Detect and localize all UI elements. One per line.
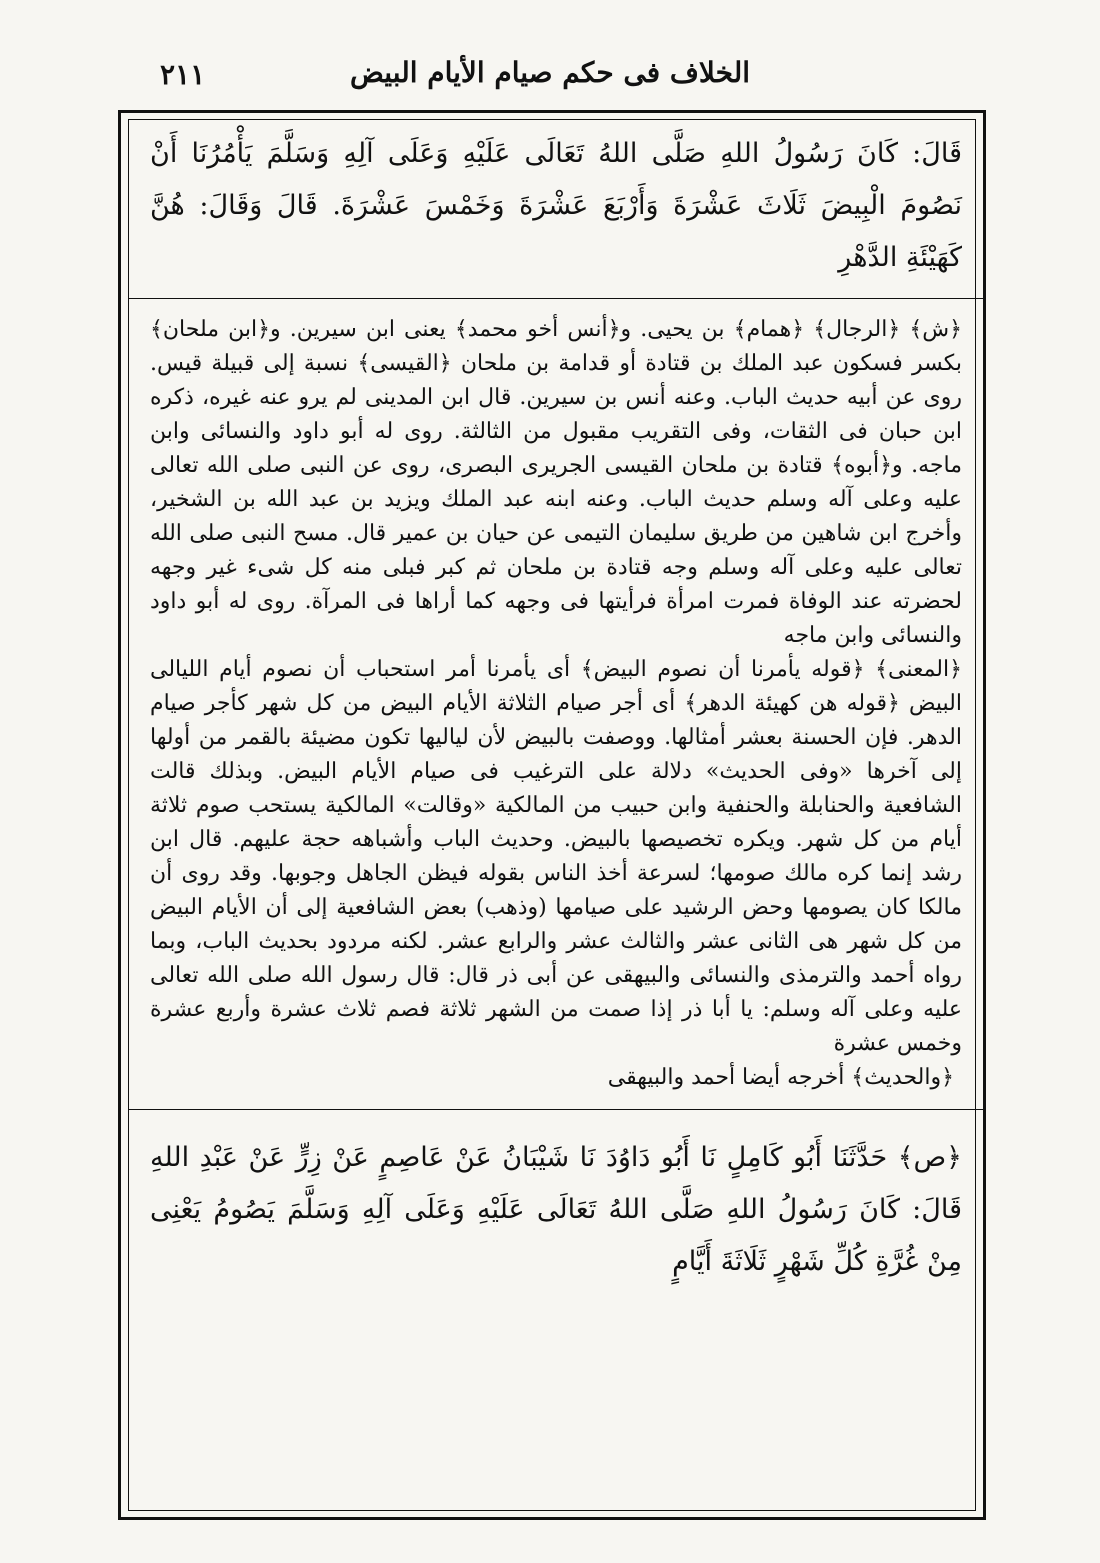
maana-paragraph: ﴿المعنى﴾ ﴿قوله يأمرنا أن نصوم البيض﴾ أى يأمرنا أمر استحباب أن نصوم أيام الليالى البيض ﴿قوله هن كهيئة الدهر﴾ أى أجر صيام الثلاثة الأيام البيض من كل شهر كأجر صيام الدهر. فإن الحسنة بعشر أمثالها. ووصفت بالبيض لأن لياليها تكون مضيئة بالقمر من أولها إلى آخرها «وفى الحديث» دلالة على الترغيب فى صيام الأيام البيض. وبذلك قالت الشافعية والحنابلة والحنفية وابن حبيب من المالكية «وقالت» المالكية يستحب صوم ثلاثة أيام من كل شهر. ويكره تخصيصها بالبيض. وحديث الباب وأشباهه حجة عليهم. قال ابن رشد إنما كره مالك صومها؛ لسرعة أخذ الناس بقوله فيظن الجاهل وجوبها. وقد روى أن مالكا كان يصومها وحض الرشيد على صيامها (وذهب) بعض الشافعية إلى أن الأيام البيض من كل شهر هى الثانى عشر والثالث عشر والرابع عشر. لكنه مردود بحديث الباب، وبما رواه أحمد والترمذى والنسائى والبيهقى عن أبى ذر قال: قال رسول الله صلى الله تعالى عليه وعلى آله وسلم: يا أبا ذر إذا صمت من الشهر ثلاثة فصم ثلاث عشرة وأربع عشرة وخمس عشرة [150,657,963,1056]
page-body [150,128,962,1288]
page-header [120,52,980,102]
hadith-text: قَالَ: كَانَ رَسُولُ اللهِ صَلَّى اللهُ تَعَالَى عَلَيْهِ وَعَلَى آلِهِ وَسَلَّمَ يَأْمُرُنَا أَنْ نَصُومَ الْبِيضَ ثَلَاثَ عَشْرَةَ وَأَرْبَعَ عَشْرَةَ وَخَمْسَ عَشْرَةَ. قَالَ وَقَالَ: هُنَّ كَهَيْئَةِ الدَّهْرِ [150,138,962,273]
rijal-paragraph: ﴿ش﴾ ﴿الرجال﴾ ﴿همام﴾ بن يحيى. و﴿أنس أخو محمد﴾ يعنى ابن سيرين. و﴿ابن ملحان﴾ بكسر فسكون عبد الملك بن قتادة أو قدامة بن ملحان ﴿القيسى﴾ نسبة إلى قبيلة قيس. روى عن أبيه حديث الباب. وعنه أنس بن سيرين. قال ابن المدينى لم يرو عنه غيره، ذكره ابن حبان فى الثقات، وفى التقريب مقبول من الثالثة. روى له أبو داود والنسائى وابن ماجه. و﴿أبوه﴾ قتادة بن ملحان القيسى الجريرى البصرى، روى عن النبى صلى الله تعالى عليه وعلى آله وسلم حديث الباب. وعنه ابنه عبد الملك ويزيد بن عبد الله بن الشخير، وأخرج ابن شاهين من طريق سليمان التيمى عن حيان بن عمير قال. مسح النبى صلى الله تعالى عليه وعلى آله وسلم وجه قتادة بن ملحان ثم كبر فبلى منه كل شىء غير وجهه لحضرته عند الوفاة فمرت امرأة فرأيتها فى وجهه كما أراها فى المرآة. روى له أبو داود والنسائى وابن ماجه [150,317,962,648]
page-title: الخلاف فى حكم صيام الأيام البيض [350,56,750,89]
section-divider [128,1109,984,1110]
next-hadith-text: ﴿ص﴾ حَدَّثَنَا أَبُو كَامِلٍ نَا أَبُو دَاوُدَ نَا شَيْبَانُ عَنْ عَاصِمٍ عَنْ زِرٍّ عَنْ عَبْدِ اللهِ قَالَ: كَانَ رَسُولُ اللهِ صَلَّى اللهُ تَعَالَى عَلَيْهِ وَعَلَى آلِهِ وَسَلَّمَ يَصُومُ يَعْنِى مِنْ غُرَّةِ كُلِّ شَهْرٍ ثَلَاثَةَ أَيَّامٍ [150,1142,962,1277]
takhrij-paragraph: ﴿والحديث﴾ أخرجه أيضا أحمد والبيهقى [607,1065,954,1090]
page-number: ٢١١ [160,58,206,91]
commentary-section [150,313,962,1095]
section-divider [128,298,984,299]
